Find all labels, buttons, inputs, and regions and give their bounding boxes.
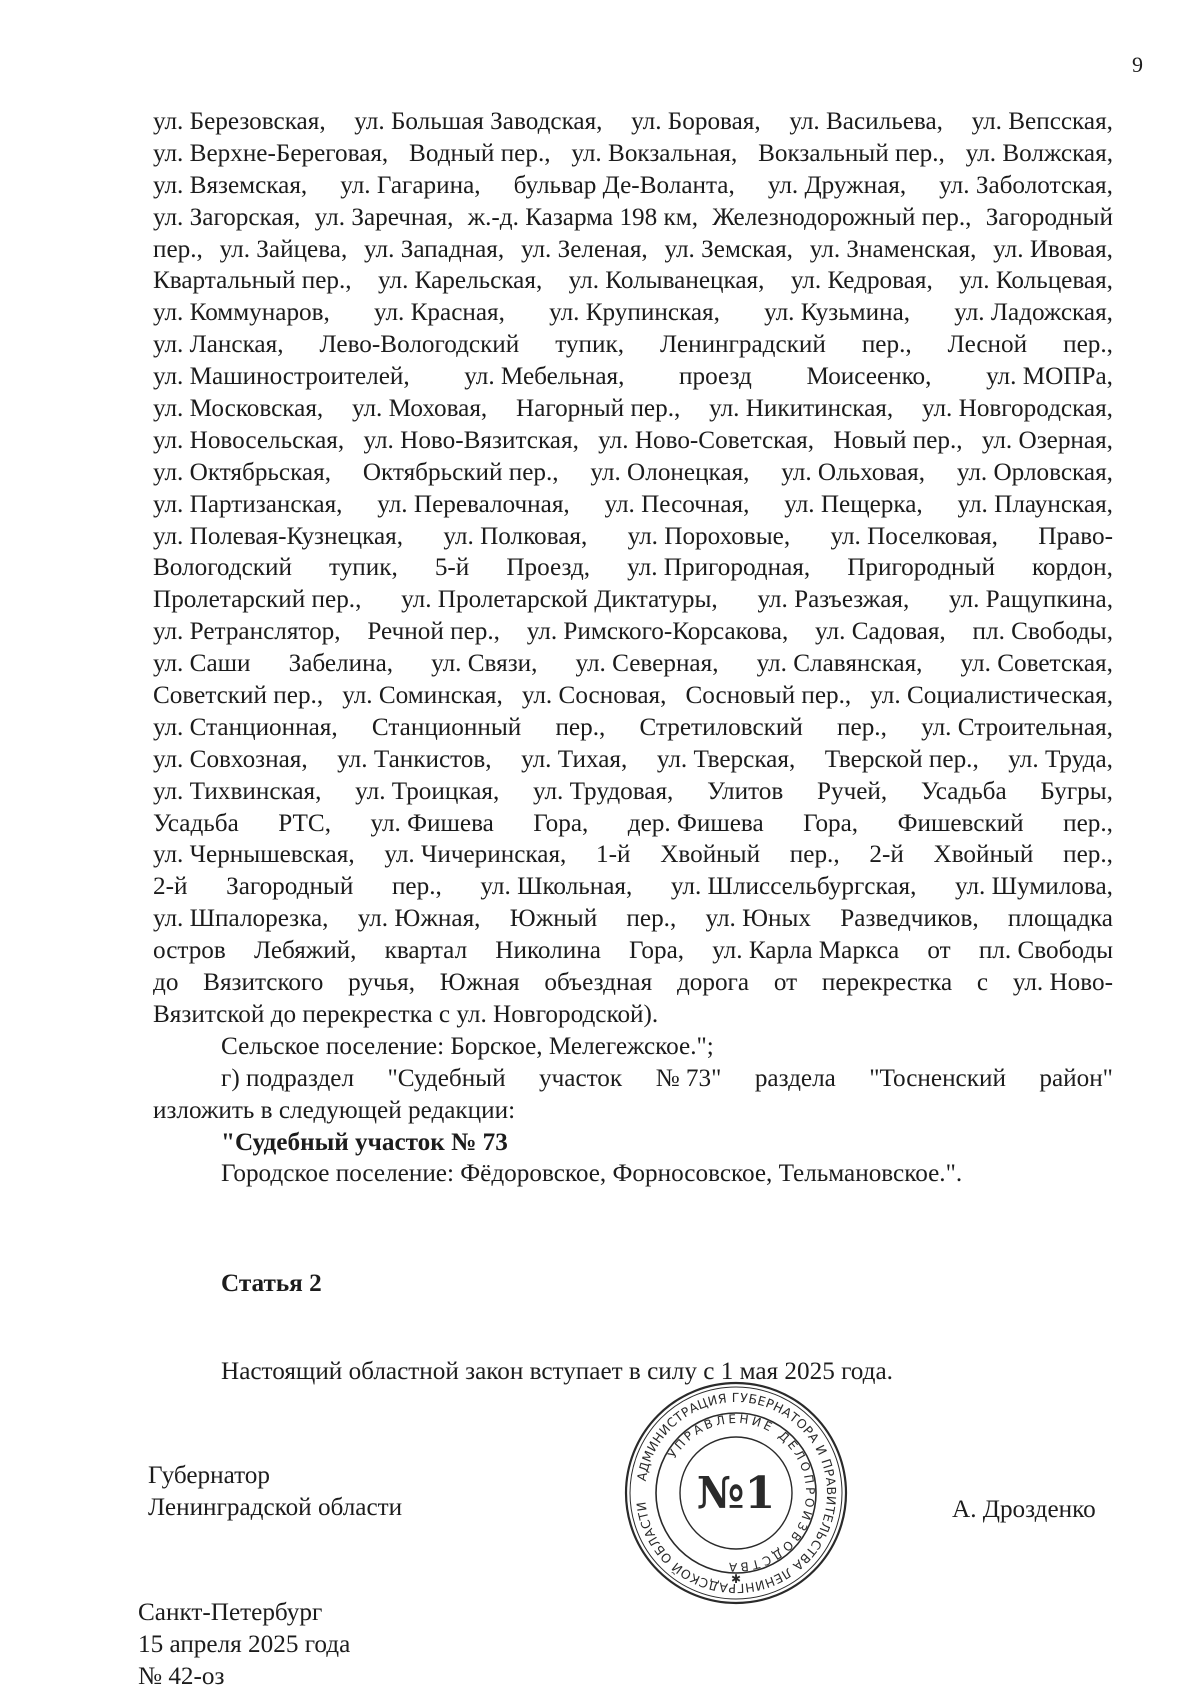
street-list-word: ул. Гагарина,: [340, 171, 481, 199]
street-list-word: ул. Тихвинская,: [153, 777, 322, 805]
street-list-word: Квартальный пер.,: [153, 267, 352, 295]
street-list-word: ул. Тихая,: [521, 745, 628, 773]
street-list-word: ул. Пещерка,: [784, 490, 923, 518]
street-list-word: ул. Северная,: [575, 650, 719, 678]
street-list-word: пл. Свободы,: [972, 618, 1113, 646]
street-list-word: Усадьба: [153, 809, 239, 837]
street-list-word: Лево-Вологодский: [319, 331, 520, 359]
street-list-word: с: [976, 969, 989, 997]
page-number: 9: [1132, 52, 1143, 77]
street-list-word: Стретиловский: [639, 713, 803, 741]
street-list-word: ул. Карельская,: [378, 267, 543, 295]
street-list-word: ул. Новгородская,: [921, 395, 1113, 423]
street-list-word: ул. Вокзальная,: [571, 139, 738, 167]
street-list-word: квартал: [384, 937, 468, 965]
street-list-line: [153, 808, 1113, 840]
street-list-word: Сосновый пер.,: [685, 682, 852, 710]
street-list-word: ул. Новосельская,: [153, 426, 345, 454]
street-list-word: ул. Ново-: [1012, 969, 1113, 997]
street-list-word: ул. Зеленая,: [520, 235, 648, 263]
seal-inner-ring-text: УПРАВЛЕНИЕ ДЕЛОПРОИЗВОДСТВА: [665, 1411, 818, 1575]
street-list-word: пер.,: [1063, 331, 1113, 359]
street-list-word: ул. Машиностроителей,: [153, 363, 410, 391]
street-list-word: от: [927, 937, 951, 965]
street-list-word: ул. Красная,: [373, 299, 505, 327]
street-list-word: ул. Ольховая,: [781, 458, 926, 486]
street-list-line: [153, 935, 1113, 967]
street-list-word: ул. Октябрьская,: [153, 458, 331, 486]
street-list-word: ул. Славянская,: [756, 650, 923, 678]
item-g-word: г) подраздел: [221, 1064, 355, 1092]
street-list-word: пер.,: [837, 713, 887, 741]
item-g-word: № 73": [655, 1064, 722, 1092]
street-list-word: ул. Шумилова,: [955, 873, 1113, 901]
street-list-word: ул. Полевая-Кузнецкая,: [153, 522, 404, 550]
street-list-word: ул. Троицкая,: [355, 777, 500, 805]
street-list-line: [153, 138, 1113, 170]
street-list-word: Ручей,: [816, 777, 888, 805]
street-list-word: ручья,: [348, 969, 415, 997]
street-list-word: ул. Перевалочная,: [377, 490, 570, 518]
street-list-word: ул. Заречная,: [314, 203, 454, 231]
street-list-word: ул. Большая Заводская,: [354, 108, 603, 135]
street-list-word: ул. Озерная,: [981, 426, 1113, 454]
street-list-word: пер.,: [1063, 809, 1113, 837]
street-list-word: ул. Совхозная,: [153, 745, 308, 773]
street-list-word: ул. Трудовая,: [532, 777, 674, 805]
street-list-word: ул. Шпалорезка,: [153, 905, 329, 933]
item-g-word: участок: [539, 1064, 623, 1092]
street-list-word: пер.,: [861, 331, 912, 359]
street-list-word: Забелина,: [288, 650, 394, 678]
signatory-title-line-2: Ленинградской области: [148, 1494, 403, 1521]
street-list-word: ул. Кольцевая,: [959, 267, 1113, 295]
street-list-word: объездная: [544, 969, 653, 997]
street-list-word: пер.,: [153, 235, 203, 263]
street-list-word: Хвойный: [660, 841, 761, 869]
street-list-word: ул. Никитинская,: [709, 395, 894, 423]
street-list-word: ул. Плаунская,: [957, 490, 1113, 518]
street-list-word: ул. Соминская,: [342, 682, 503, 710]
street-list-line: [153, 967, 1113, 999]
street-list-word: ул. Земская,: [664, 235, 793, 263]
article-text: Настоящий областной закон вступает в силу с 1 мая 2025 года.: [221, 1358, 893, 1385]
street-list-line: [153, 521, 1113, 553]
street-list-line: [153, 170, 1113, 202]
urban-settlement-line: Городское поселение: Фёдоровское, Форносовское, Тельмановское.".: [221, 1160, 963, 1188]
street-list-word: Водный пер.,: [409, 139, 551, 167]
street-list-word: ул. Поселковая,: [830, 522, 998, 550]
street-list-line: [153, 361, 1113, 393]
street-list-word: пер.,: [626, 905, 677, 933]
street-list-line: [153, 871, 1113, 903]
street-list-line: [153, 903, 1113, 935]
street-list-word: ул. МОПРа,: [986, 363, 1113, 391]
signatory-name: А. Дрозденко: [952, 1496, 1096, 1523]
law-number: № 42-оз: [138, 1663, 225, 1690]
street-list-word: ул. Песочная,: [604, 490, 750, 518]
street-list-word: ул. Партизанская,: [153, 490, 343, 518]
street-list-line: [153, 202, 1113, 234]
street-list-word: кордон,: [1031, 554, 1113, 582]
street-list-word: ул. Станционная,: [153, 713, 338, 741]
seal-ring-text: АДМИНИСТРАЦИЯ ГУБЕРНАТОРА И ПРАВИТЕЛЬСТВА ЛЕНИНГРАДСКОЙ ОБЛАСТИ: [633, 1389, 840, 1597]
street-list-word: ул. Социалистическая,: [870, 682, 1113, 710]
street-list-word: ул. Карла Маркса: [712, 937, 900, 965]
street-list-line: [153, 265, 1113, 297]
street-list-line: [153, 106, 1113, 138]
street-list-word: Загородный: [226, 873, 354, 901]
street-list-word: ж.-д. Казарма 198 км,: [467, 203, 698, 231]
street-list-word: пл. Свободы: [978, 937, 1113, 965]
street-list-word: ул. Ретранслятор,: [153, 618, 341, 646]
street-list-word: остров: [153, 937, 226, 965]
street-list-word: ул. Кузьмина,: [764, 299, 911, 327]
street-list-word: ул. Шлиссельбургская,: [670, 873, 917, 901]
street-list-word: ул. Западная,: [364, 235, 505, 263]
street-list-word: ул. Васильева,: [789, 108, 943, 135]
street-list-word: Речной пер.,: [367, 618, 500, 646]
street-list-word: ул. Римского-Корсакова,: [526, 618, 789, 646]
street-list-word: Советский пер.,: [153, 682, 324, 710]
street-list-line: [153, 776, 1113, 808]
street-list-line: [153, 552, 1113, 584]
street-list-word: ул. Школьная,: [480, 873, 633, 901]
law-body: [153, 106, 1113, 1190]
street-list-word: ул. Ново-Советская,: [598, 426, 815, 454]
street-list-word: ул. Южная,: [357, 905, 481, 933]
street-list-word: ул. Моховая,: [352, 395, 488, 423]
street-list-word: Южный: [509, 905, 598, 933]
street-list-word: ул. Волжская,: [965, 139, 1113, 167]
street-list-word: дер. Фишева: [627, 809, 764, 837]
street-list-word: Железнодорожный пер.,: [712, 203, 972, 231]
street-list-word: от: [773, 969, 798, 997]
street-list-word: Вокзальный пер.,: [758, 139, 945, 167]
street-list-word: ул. Московская,: [153, 395, 324, 423]
street-list-word: ул. Ивовая,: [993, 235, 1113, 263]
street-list-word: ул. Ново-Вязитская,: [363, 426, 579, 454]
street-list-word: ул. Строительная,: [921, 713, 1113, 741]
street-list-last-line: Вязитской до перекрестка с ул. Новгородской).: [153, 1000, 659, 1028]
street-list-word: Бугры,: [1040, 777, 1113, 805]
street-list-word: пер.,: [789, 841, 840, 869]
court-section-heading: "Судебный участок № 73: [221, 1128, 508, 1156]
street-list-word: Усадьба: [920, 777, 1007, 805]
street-list-word: ул. Чернышевская,: [153, 841, 355, 869]
street-list-word: ул. Крупинская,: [549, 299, 720, 327]
street-list-word: ул. Ланская,: [153, 331, 284, 359]
street-list-word: ул. Орловская,: [956, 458, 1113, 486]
street-list-word: Вологодский: [153, 554, 292, 582]
street-list-line: [153, 712, 1113, 744]
street-list-word: ул. Юных: [705, 905, 812, 933]
street-list-word: ул. Колыванецкая,: [568, 267, 765, 295]
street-list-word: РТС,: [278, 809, 332, 837]
street-list-word: Пролетарский пер.,: [153, 586, 362, 614]
item-g-word: район": [1039, 1064, 1113, 1092]
street-list-word: ул. Олонецкая,: [590, 458, 750, 486]
street-list-line: [153, 234, 1113, 266]
street-list-line: [153, 648, 1113, 680]
article-heading: Статья 2: [221, 1270, 322, 1297]
street-list-word: 1-й: [596, 841, 631, 869]
street-list-word: ул. Полковая,: [443, 522, 588, 550]
street-list-word: Фишевский: [897, 809, 1024, 837]
street-list-word: Гора,: [629, 937, 685, 965]
street-list-word: ул. Заболотская,: [939, 171, 1113, 199]
street-list-line: [153, 329, 1113, 361]
street-list-word: ул. Мебельная,: [464, 363, 625, 391]
seal-star-icon: ✱: [730, 1572, 742, 1586]
street-list-word: Гора,: [533, 809, 589, 837]
street-list-word: проезд: [679, 363, 752, 391]
street-list-word: пер.,: [555, 713, 606, 741]
street-list-word: ул. Ращупкина,: [949, 586, 1113, 614]
rural-settlement-line: Сельское поселение: Борское, Мелегежское.";: [221, 1032, 714, 1060]
signatory-title-line-1: Губернатор: [148, 1462, 270, 1489]
street-list-word: ул. Вепсская,: [971, 108, 1113, 135]
street-list-word: Пригородный: [847, 554, 995, 582]
seal-center-number: №1: [696, 1468, 776, 1519]
street-list-word: Новый пер.,: [833, 426, 963, 454]
street-list-word: Южная: [439, 969, 520, 997]
street-list-word: Нагорный пер.,: [516, 395, 681, 423]
street-list-word: Тверской пер.,: [824, 745, 979, 773]
street-list-word: площадка: [1007, 905, 1113, 933]
street-list-word: ул. Связи,: [431, 650, 538, 678]
street-list-word: ул. Пороховые,: [627, 522, 791, 550]
street-list-word: Ленинградский: [660, 331, 826, 359]
street-list-word: ул. Советская,: [960, 650, 1113, 678]
item-g-continuation: изложить в следующей редакции:: [153, 1096, 516, 1124]
street-list-word: 5-й: [434, 554, 470, 582]
street-list-line: [153, 489, 1113, 521]
street-list-line: [153, 584, 1113, 616]
street-list-word: Моисеенко,: [806, 363, 932, 391]
official-seal: [623, 1380, 849, 1606]
date-of-signing: 15 апреля 2025 года: [138, 1631, 351, 1658]
street-list-word: Октябрьский пер.,: [362, 458, 559, 486]
street-list-word: Лебяжий,: [253, 937, 357, 965]
street-list-word: ул. Чичеринская,: [384, 841, 567, 869]
street-list-word: ул. Верхне-Береговая,: [153, 139, 389, 167]
street-list-word: Улитов: [707, 777, 784, 805]
street-list-line: [153, 616, 1113, 648]
street-list-word: ул. Ладожская,: [954, 299, 1113, 327]
street-list-word: ул. Загорская,: [153, 203, 301, 231]
street-list-line: [153, 457, 1113, 489]
street-list-word: ул. Садовая,: [815, 618, 946, 646]
street-list-word: ул. Коммунаров,: [153, 299, 330, 327]
street-list-word: Проезд,: [506, 554, 591, 582]
street-list-line: [153, 393, 1113, 425]
street-list-word: ул. Саши: [153, 650, 251, 678]
street-list-word: Станционный: [371, 713, 522, 741]
street-list-word: тупик,: [555, 331, 625, 359]
street-list-word: ул. Пролетарской Диктатуры,: [401, 586, 718, 614]
item-g-line: [153, 1063, 1113, 1095]
street-list-word: пер.,: [391, 873, 442, 901]
street-list-line: [153, 680, 1113, 712]
street-list-word: ул. Кедровая,: [790, 267, 933, 295]
street-list-word: ул. Пригородная,: [627, 554, 811, 582]
street-list-word: Загородный: [985, 203, 1113, 231]
street-list-word: ул. Боровая,: [631, 108, 761, 135]
street-list-word: 2-й: [869, 841, 904, 869]
place-of-signing: Санкт-Петербург: [138, 1599, 323, 1626]
street-list-word: ул. Сосновая,: [521, 682, 667, 710]
street-list-word: Лесной: [947, 331, 1028, 359]
street-list-word: пер.,: [1063, 841, 1113, 869]
street-list-line: [153, 425, 1113, 457]
item-g-word: раздела: [754, 1064, 836, 1092]
street-list-word: ул. Разъезжая,: [757, 586, 910, 614]
street-list-word: тупик,: [329, 554, 398, 582]
street-list-word: Гора,: [803, 809, 859, 837]
street-list-word: Право-: [1038, 522, 1113, 550]
street-list-line: [153, 297, 1113, 329]
street-list-word: ул. Вяземская,: [153, 171, 308, 199]
street-list: [153, 106, 1113, 999]
street-list-word: бульвар Де-Воланта,: [513, 171, 735, 199]
street-list-word: ул. Танкистов,: [337, 745, 492, 773]
street-list-word: ул. Фишева: [370, 809, 494, 837]
street-list-word: ул. Труда,: [1008, 745, 1113, 773]
street-list-word: до: [153, 969, 179, 997]
street-list-word: перекрестка: [821, 969, 953, 997]
street-list-word: ул. Знаменская,: [809, 235, 977, 263]
street-list-word: Разведчиков,: [840, 905, 979, 933]
street-list-line: [153, 744, 1113, 776]
street-list-word: ул. Зайцева,: [219, 235, 348, 263]
street-list-word: Николина: [495, 937, 601, 965]
street-list-line: [153, 839, 1113, 871]
street-list-word: Вязитского: [203, 969, 324, 997]
street-list-word: ул. Тверская,: [656, 745, 796, 773]
street-list-word: 2-й: [153, 873, 188, 901]
street-list-word: дорога: [676, 969, 750, 997]
street-list-word: Хвойный: [933, 841, 1034, 869]
item-g-word: "Судебный: [387, 1064, 506, 1092]
item-g-word: "Тосненский: [869, 1064, 1006, 1092]
street-list-word: ул. Дружная,: [767, 171, 907, 199]
street-list-word: ул. Березовская,: [153, 108, 326, 135]
